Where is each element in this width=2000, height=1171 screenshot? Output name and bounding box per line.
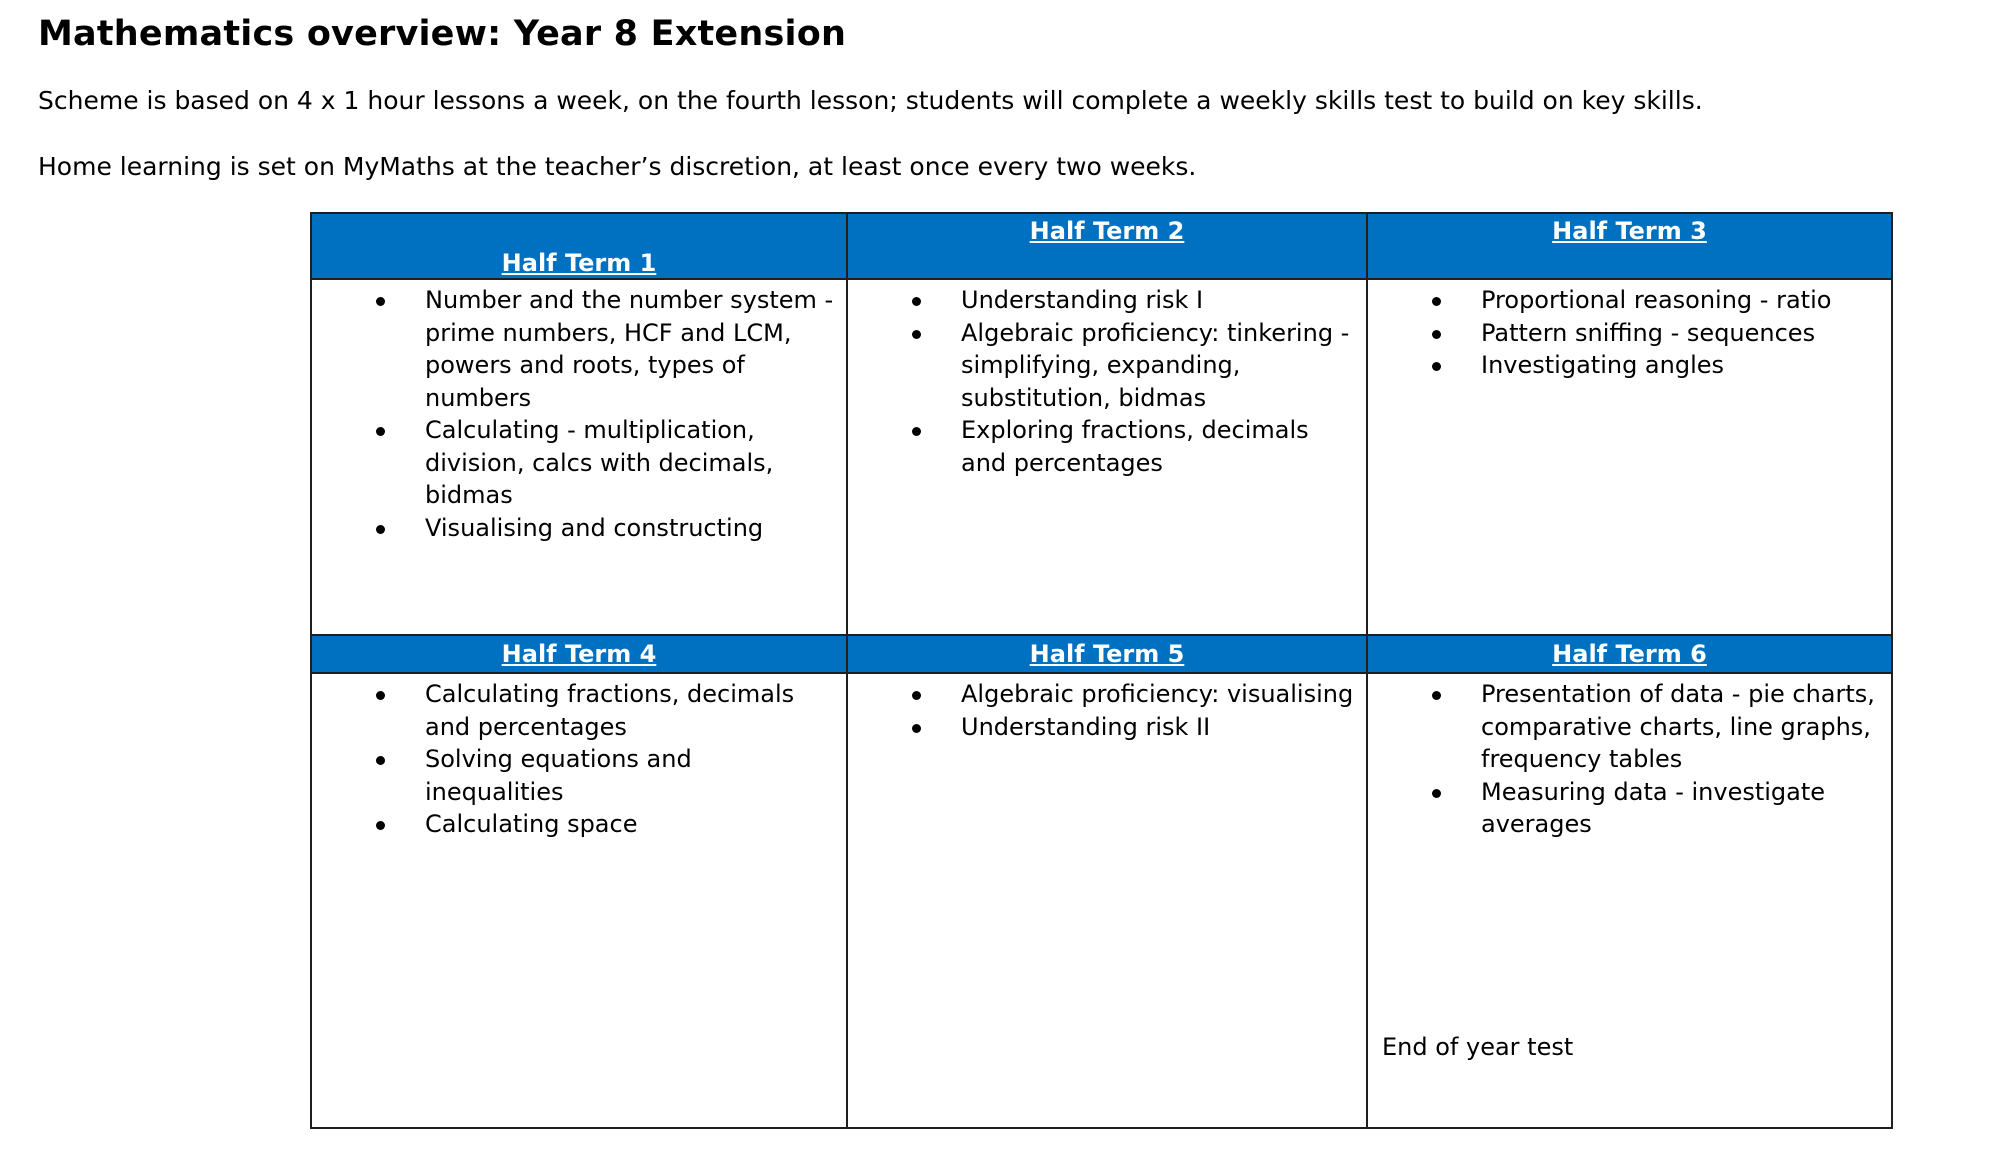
topic-item: Exploring fractions, decimals and percentages bbox=[848, 414, 1366, 479]
topic-item: Presentation of data - pie charts, comparative charts, line graphs, frequency tables bbox=[1368, 678, 1891, 776]
topic-item: Solving equations and inequalities bbox=[312, 743, 846, 808]
half-term-1-topic-list bbox=[312, 280, 846, 544]
topic-item: Understanding risk II bbox=[848, 711, 1366, 744]
topic-item: Calculating - multiplication, division, calcs with decimals, bidmas bbox=[312, 414, 846, 512]
half-term-4-topic-list bbox=[312, 674, 846, 841]
topic-item: Measuring data - investigate averages bbox=[1368, 776, 1891, 841]
topic-item: Visualising and constructing bbox=[312, 512, 846, 545]
half-term-4-header: Half Term 4 bbox=[311, 635, 847, 673]
page-title: Mathematics overview: Year 8 Extension bbox=[38, 14, 847, 54]
half-term-2-header: Half Term 2 bbox=[847, 213, 1367, 279]
topic-item: Proportional reasoning - ratio bbox=[1368, 284, 1891, 317]
half-term-3-topic-list bbox=[1368, 280, 1891, 382]
half-term-1-header: Half Term 1 bbox=[311, 213, 847, 279]
intro-lessons-text: Scheme is based on 4 x 1 hour lessons a week, on the fourth lesson; students will complete a weekly skills test to build on key skills. bbox=[38, 86, 1703, 115]
end-of-year-test-note: End of year test bbox=[1382, 1033, 1574, 1061]
topic-item: Calculating space bbox=[312, 808, 846, 841]
half-term-5-header: Half Term 5 bbox=[847, 635, 1367, 673]
header-row-2 bbox=[311, 635, 1892, 673]
topic-item: Pattern sniffing - sequences bbox=[1368, 317, 1891, 350]
topic-item: Algebraic proficiency: visualising bbox=[848, 678, 1366, 711]
topic-item: Number and the number system - prime numbers, HCF and LCM, powers and roots, types of numbers bbox=[312, 284, 846, 414]
topic-item: Understanding risk I bbox=[848, 284, 1366, 317]
half-term-3-cell bbox=[1367, 279, 1892, 635]
header-row-1 bbox=[311, 213, 1892, 279]
half-term-6-cell bbox=[1367, 673, 1892, 1128]
topics-row-2 bbox=[311, 673, 1892, 1128]
intro-home-learning-text: Home learning is set on MyMaths at the teacher’s discretion, at least once every two weeks. bbox=[38, 152, 1197, 181]
half-term-3-header: Half Term 3 bbox=[1367, 213, 1892, 279]
half-term-2-topic-list bbox=[848, 280, 1366, 479]
half-term-5-cell bbox=[847, 673, 1367, 1128]
half-term-6-header: Half Term 6 bbox=[1367, 635, 1892, 673]
half-term-4-cell bbox=[311, 673, 847, 1128]
half-term-1-cell bbox=[311, 279, 847, 635]
half-term-6-topic-list bbox=[1368, 674, 1891, 841]
topic-item: Calculating fractions, decimals and percentages bbox=[312, 678, 846, 743]
topics-row-1 bbox=[311, 279, 1892, 635]
half-term-5-topic-list bbox=[848, 674, 1366, 743]
half-term-2-cell bbox=[847, 279, 1367, 635]
topic-item: Investigating angles bbox=[1368, 349, 1891, 382]
topic-item: Algebraic proficiency: tinkering - simplifying, expanding, substitution, bidmas bbox=[848, 317, 1366, 415]
overview-table bbox=[310, 212, 1893, 1129]
